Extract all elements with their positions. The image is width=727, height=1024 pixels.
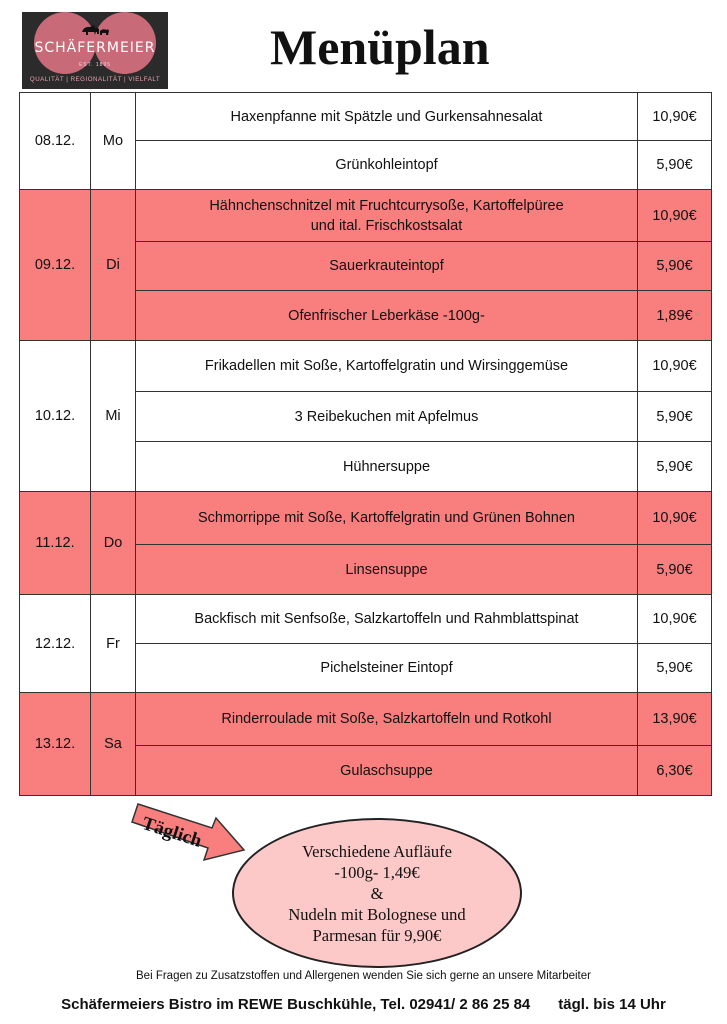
daily-line: Verschiedene Aufläufe <box>302 841 452 861</box>
table-row <box>20 93 712 141</box>
table-row <box>20 341 712 392</box>
menu-price: 1,89€ <box>638 291 712 341</box>
menu-dish: Sauerkrauteintopf <box>136 242 638 291</box>
menu-price: 6,30€ <box>638 746 712 796</box>
menu-date: 10.12. <box>20 341 91 492</box>
menu-price: 10,90€ <box>638 595 712 644</box>
menu-price: 10,90€ <box>638 492 712 545</box>
menu-date: 11.12. <box>20 492 91 595</box>
menu-price: 10,90€ <box>638 190 712 242</box>
menu-dish: Haxenpfanne mit Spätzle und Gurkensahnesalat <box>136 93 638 141</box>
logo-tagline: QUALITÄT | REGIONALITÄT | VIELFALT <box>29 76 161 83</box>
daily-specials-oval <box>232 818 522 968</box>
menu-dish: Linsensuppe <box>136 545 638 595</box>
menu-dish: Frikadellen mit Soße, Kartoffelgratin und Wirsinggemüse <box>136 341 638 392</box>
menu-price: 5,90€ <box>638 644 712 693</box>
menu-price: 5,90€ <box>638 242 712 291</box>
menu-weekday: Mi <box>91 341 136 492</box>
menu-price: 5,90€ <box>638 545 712 595</box>
menu-dish: Gulaschsuppe <box>136 746 638 796</box>
menu-date: 08.12. <box>20 93 91 190</box>
farm-animals-icon <box>80 22 110 38</box>
menu-table <box>19 92 712 796</box>
table-row <box>20 492 712 545</box>
brand-logo <box>22 12 168 89</box>
menu-weekday: Mo <box>91 93 136 190</box>
footer <box>0 996 727 1013</box>
table-row <box>20 595 712 644</box>
footer-hours: tägl. bis 14 Uhr <box>558 996 666 1013</box>
page-title: Menüplan <box>270 19 490 75</box>
table-row <box>20 190 712 242</box>
menu-dish: Schmorrippe mit Soße, Kartoffelgratin und Grünen Bohnen <box>136 492 638 545</box>
logo-brand-name: SCHÄFERMEIER <box>34 40 156 56</box>
menu-dish: 3 Reibekuchen mit Apfelmus <box>136 392 638 442</box>
daily-line: -100g- 1,49€ <box>334 862 420 882</box>
menu-dish: Rinderroulade mit Soße, Salzkartoffeln und Rotkohl <box>136 693 638 746</box>
menu-date: 09.12. <box>20 190 91 341</box>
menu-dish: Pichelsteiner Eintopf <box>136 644 638 693</box>
logo-established: EST. 1895 <box>78 62 112 68</box>
menu-date: 13.12. <box>20 693 91 796</box>
menu-dish: Hähnchenschnitzel mit Fruchtcurrysoße, Kartoffelpüree und ital. Frischkostsalat <box>136 190 638 242</box>
menu-date: 12.12. <box>20 595 91 693</box>
menu-price: 10,90€ <box>638 341 712 392</box>
menu-price: 5,90€ <box>638 442 712 492</box>
menu-price: 10,90€ <box>638 93 712 141</box>
menu-dish: Ofenfrischer Leberkäse -100g- <box>136 291 638 341</box>
menu-price: 13,90€ <box>638 693 712 746</box>
daily-label: Täglich <box>139 813 205 852</box>
daily-line: & <box>370 883 384 903</box>
footer-contact: Schäfermeiers Bistro im REWE Buschkühle, Tel. 02941/ 2 86 25 84 <box>61 996 531 1013</box>
menu-price: 5,90€ <box>638 392 712 442</box>
menu-dish: Grünkohleintopf <box>136 141 638 190</box>
menu-weekday: Di <box>91 190 136 341</box>
menu-price: 5,90€ <box>638 141 712 190</box>
menu-dish: Hühnersuppe <box>136 442 638 492</box>
menu-table-body <box>20 93 712 796</box>
menu-weekday: Sa <box>91 693 136 796</box>
allergen-note: Bei Fragen zu Zusatzstoffen und Allergenen wenden Sie sich gerne an unsere Mitarbeiter <box>136 970 591 982</box>
daily-line: Parmesan für 9,90€ <box>312 925 442 945</box>
menu-weekday: Fr <box>91 595 136 693</box>
table-row <box>20 693 712 746</box>
menu-dish: Backfisch mit Senfsoße, Salzkartoffeln und Rahmblattspinat <box>136 595 638 644</box>
menu-weekday: Do <box>91 492 136 595</box>
daily-line: Nudeln mit Bolognese und <box>288 904 466 924</box>
